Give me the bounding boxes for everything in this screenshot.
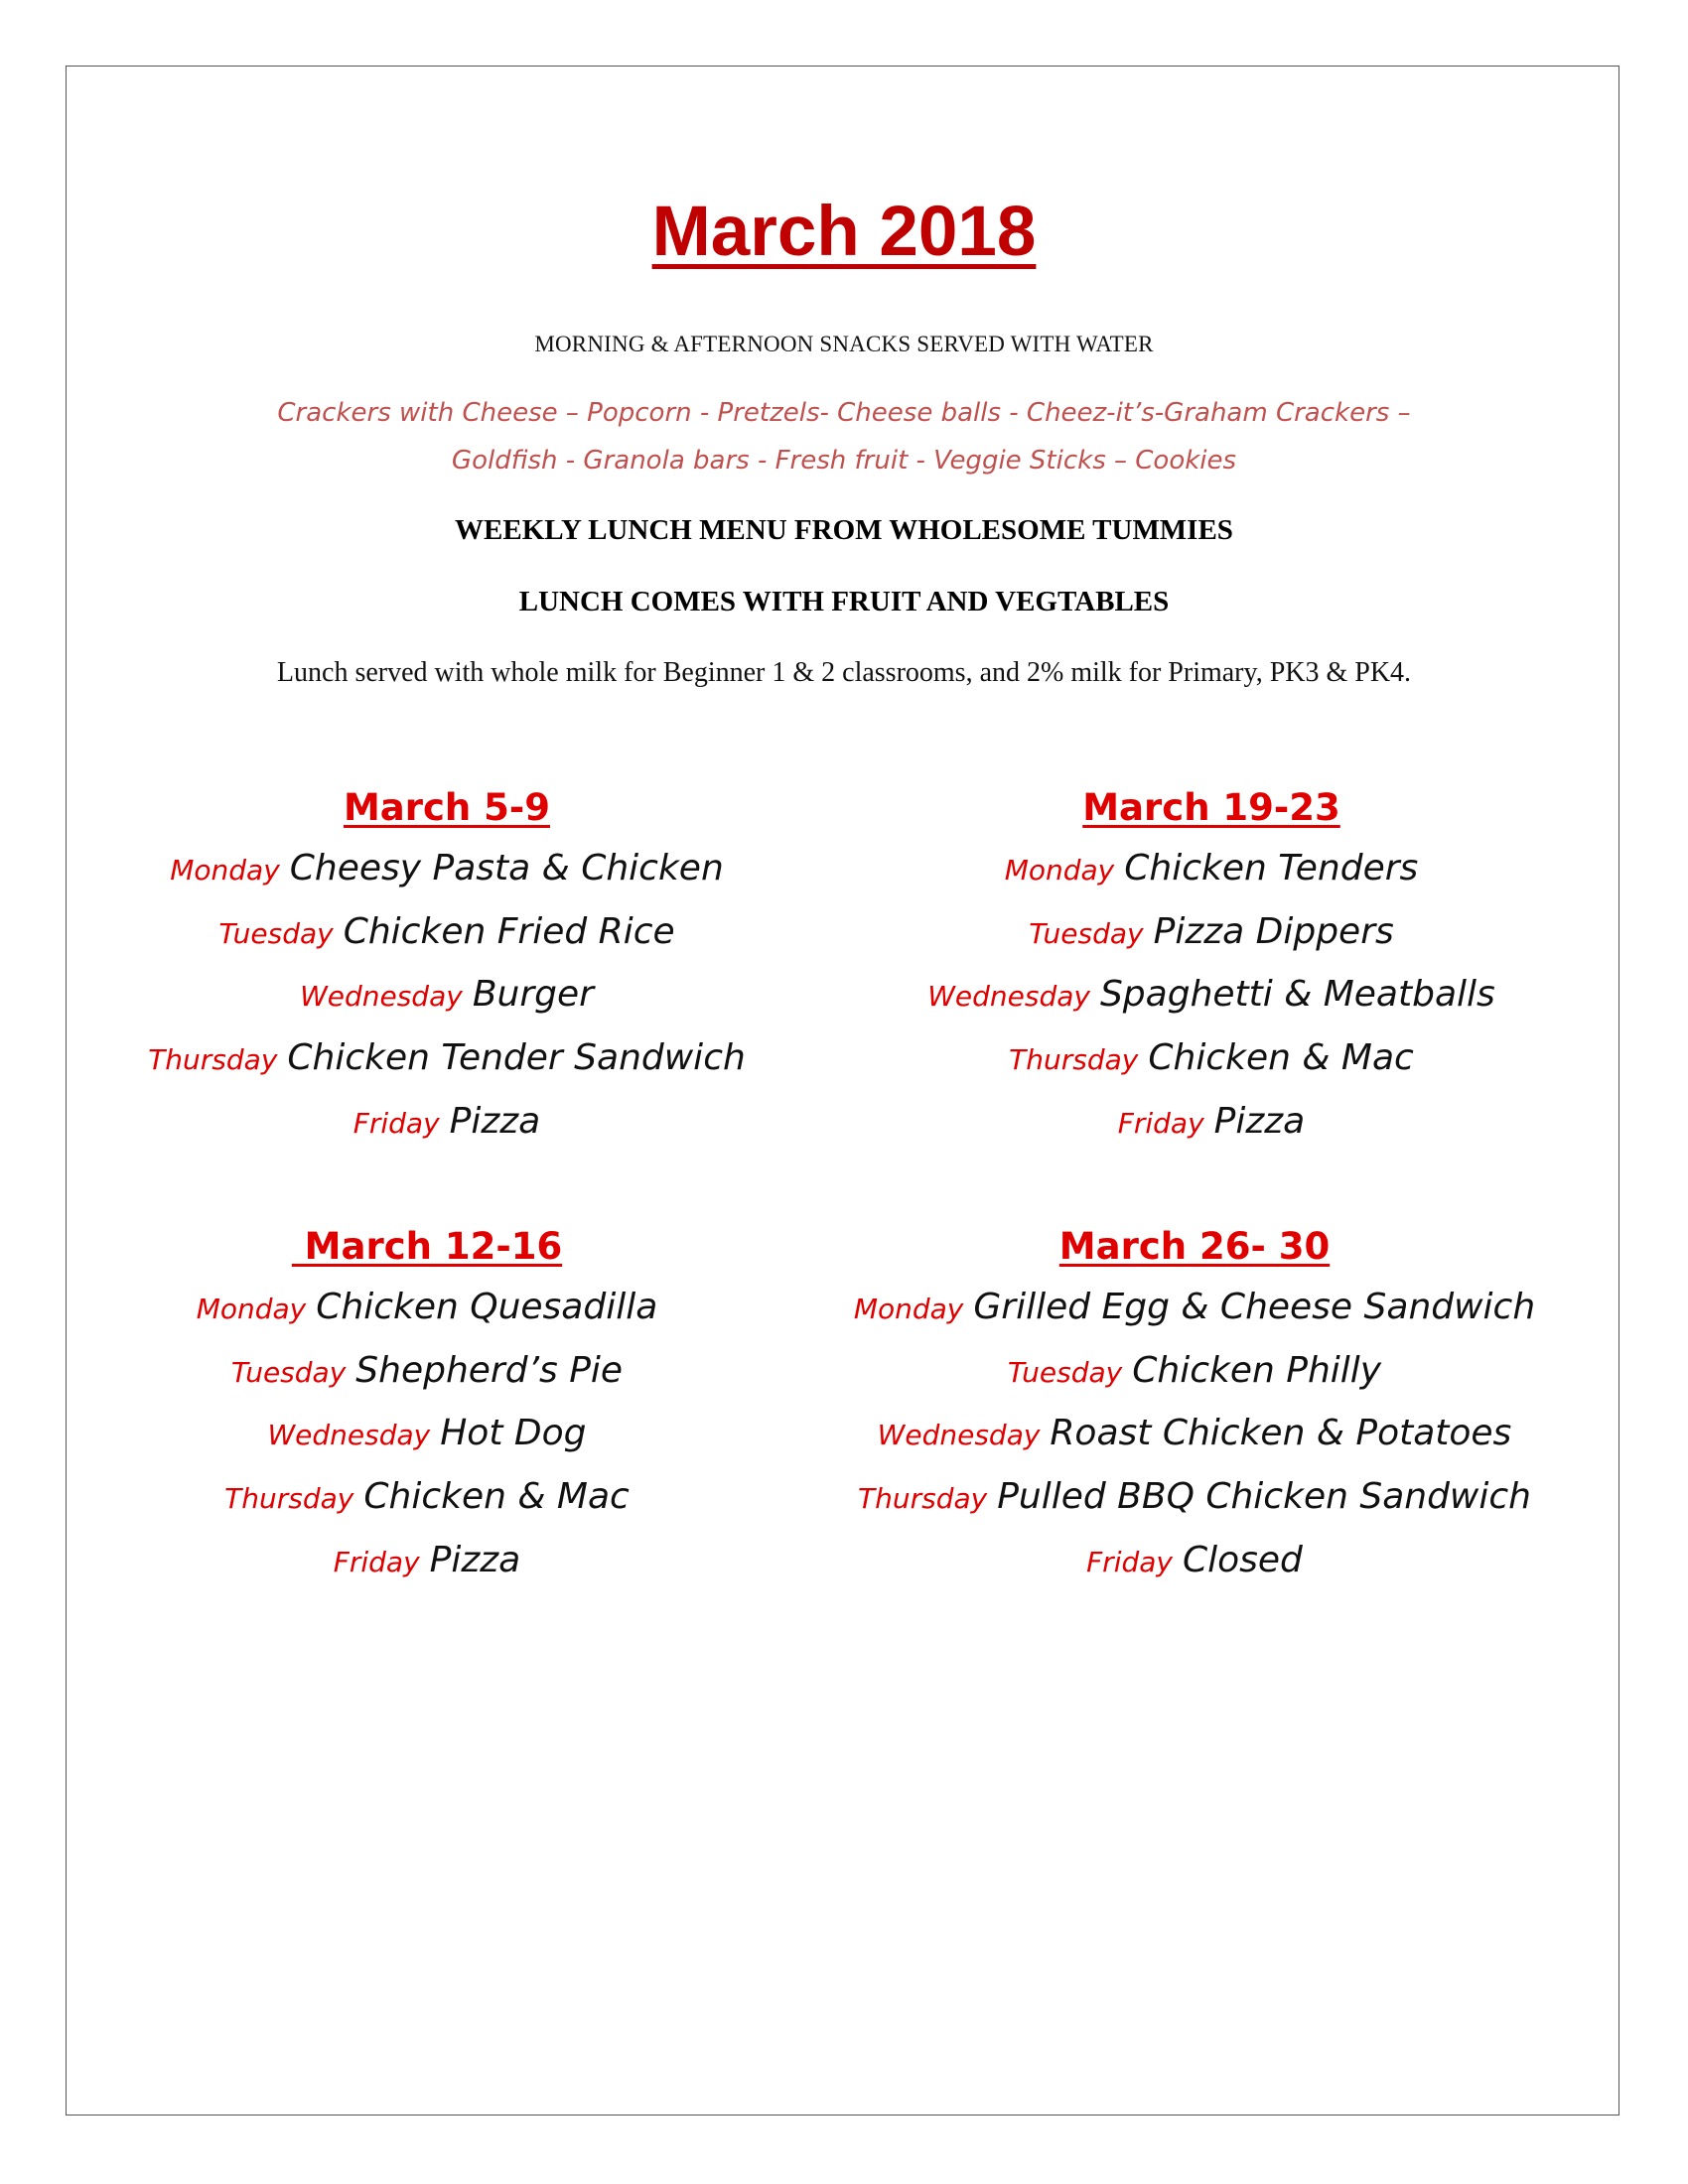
dish-name: Pulled BBQ Chicken Sandwich [997, 1476, 1531, 1518]
week-title: March 19-23 [1082, 786, 1340, 829]
menu-row [89, 1529, 765, 1592]
menu-row [812, 1465, 1577, 1529]
day-name: Monday [170, 854, 280, 887]
menu-row [89, 1276, 765, 1339]
week-title: March 5-9 [343, 786, 551, 829]
page-title-text: March 2018 [651, 193, 1037, 271]
snack-list-line: Goldfish - Granola bars - Fresh fruit - Veggie Sticks – Cookies [451, 446, 1237, 476]
day-name: Friday [333, 1545, 420, 1578]
milk-note: Lunch served with whole milk for Beginner 1 & 2 classrooms, and 2% milk for Primary, PK3 & PK4. [276, 657, 1412, 688]
menu-row [89, 1339, 765, 1403]
dish-name: Pizza [449, 1100, 541, 1142]
menu-row [109, 963, 784, 1026]
day-name: Wednesday [267, 1419, 431, 1452]
day-name: Thursday [148, 1043, 278, 1077]
day-name: Tuesday [218, 916, 334, 950]
menu-row [874, 963, 1549, 1026]
dish-name: Chicken Quesadilla [316, 1287, 658, 1327]
day-name: Monday [196, 1293, 307, 1325]
dish-name: Grilled Egg & Cheese Sandwich [973, 1287, 1536, 1327]
dish-name: Chicken Tenders [1124, 848, 1419, 888]
dish-name: Pizza Dippers [1153, 910, 1394, 952]
day-name: Tuesday [1029, 916, 1144, 950]
menu-row [109, 900, 784, 964]
dish-name: Chicken & Mac [363, 1476, 630, 1518]
dish-name: Chicken Philly [1132, 1349, 1382, 1391]
day-name: Tuesday [1007, 1355, 1123, 1389]
dish-name: Closed [1182, 1539, 1303, 1580]
week-menu [874, 779, 1549, 1153]
day-name: Wednesday [877, 1419, 1041, 1452]
day-name: Thursday [858, 1482, 988, 1516]
lunch-sides-heading: LUNCH COMES WITH FRUIT AND VEGTABLES [518, 586, 1170, 617]
menu-row [874, 1026, 1549, 1090]
dish-name: Chicken & Mac [1148, 1037, 1414, 1079]
menu-row [812, 1529, 1577, 1592]
page-title [0, 193, 1688, 271]
day-name: Wednesday [927, 980, 1090, 1014]
week-menu [89, 1218, 765, 1591]
menu-row [874, 1090, 1549, 1154]
menu-row [874, 900, 1549, 964]
day-name: Monday [1004, 854, 1115, 887]
snack-heading: MORNING & AFTERNOON SNACKS SERVED WITH WATER [534, 332, 1154, 356]
week-menu [812, 1218, 1577, 1591]
day-name: Friday [1086, 1545, 1173, 1578]
day-name: Tuesday [230, 1355, 347, 1389]
day-name: Wednesday [300, 980, 463, 1014]
day-name: Monday [853, 1293, 964, 1325]
menu-row [874, 837, 1549, 900]
day-name: Thursday [1009, 1043, 1139, 1077]
dish-name: Pizza [1213, 1100, 1306, 1142]
week-title: March 12-16 [291, 1225, 563, 1268]
week-menu [109, 779, 784, 1153]
snack-list-line: Crackers with Cheese – Popcorn - Pretzels- Cheese balls - Cheez-it’s-Graham Crackers – [277, 398, 1411, 428]
day-name: Friday [352, 1106, 440, 1140]
dish-name: Burger [472, 974, 594, 1016]
snack-list [0, 389, 1688, 484]
dish-name: Chicken Fried Rice [343, 910, 675, 952]
menu-row [812, 1402, 1577, 1465]
menu-row [89, 1465, 765, 1529]
menu-row [109, 1026, 784, 1090]
dish-name: Spaghetti & Meatballs [1099, 974, 1495, 1016]
dish-name: Shepherd’s Pie [355, 1349, 624, 1391]
dish-name: Pizza [429, 1539, 521, 1580]
dish-name: Hot Dog [440, 1413, 587, 1454]
menu-row [812, 1276, 1577, 1339]
week-title: March 26- 30 [1058, 1225, 1331, 1268]
dish-name: Roast Chicken & Potatoes [1050, 1413, 1512, 1454]
menu-row [812, 1339, 1577, 1403]
dish-name: Chicken Tender Sandwich [287, 1037, 746, 1079]
dish-name: Cheesy Pasta & Chicken [289, 848, 724, 888]
day-name: Thursday [224, 1482, 354, 1516]
lunch-menu-heading: WEEKLY LUNCH MENU FROM WHOLESOME TUMMIES [455, 514, 1233, 546]
menu-row [109, 837, 784, 900]
menu-row [109, 1090, 784, 1154]
day-name: Friday [1117, 1106, 1204, 1140]
menu-row [89, 1402, 765, 1465]
